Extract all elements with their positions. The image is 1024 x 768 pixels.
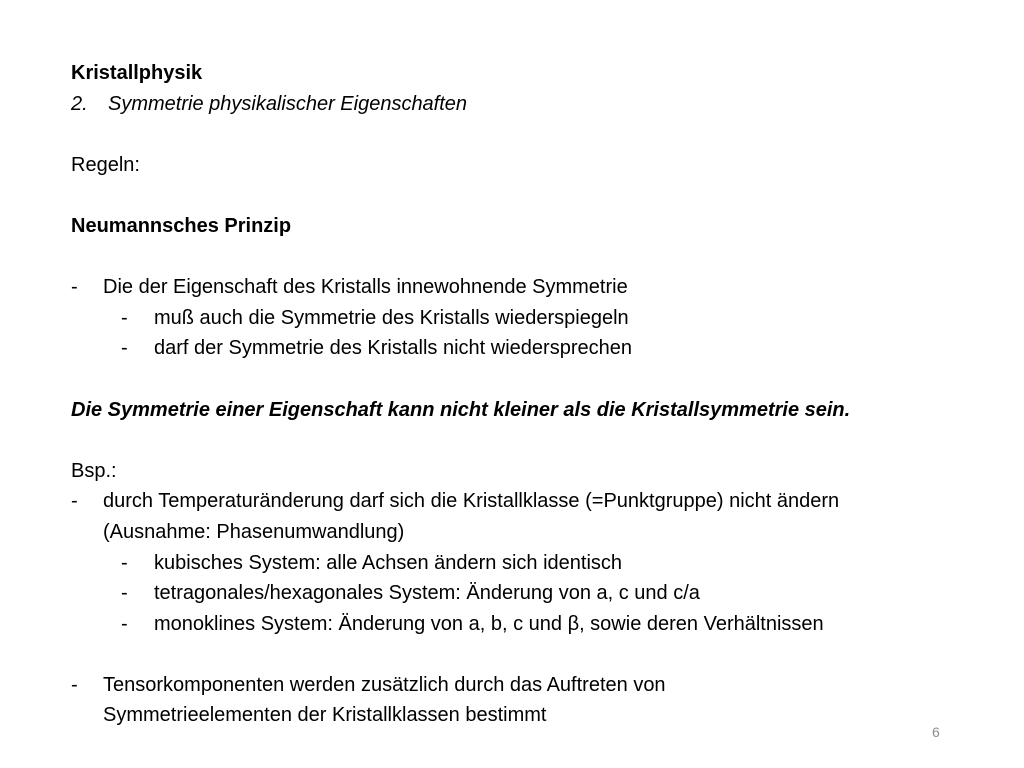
example2-item [71,670,991,701]
subtitle-number: 2. [71,92,88,115]
example1-sub-text: kubisches System: alle Achsen ändern sich identisch [154,551,623,574]
bullet-dash: - [71,276,78,299]
bullet-dash: - [121,582,128,605]
bullet-dash: - [121,612,128,635]
example1-sub-item [71,578,991,609]
example1-sub-text: monoklines System: Änderung von a, b, c und β, sowie deren Verhältnissen [154,612,824,635]
example1-sub-item [71,548,991,579]
bullet-dash: - [121,551,128,574]
bullet-dash: - [71,673,78,696]
spacer [71,242,991,273]
bullet-dash: - [71,490,78,513]
spacer [71,119,991,150]
principle-sub-text: darf der Symmetrie des Kristalls nicht wiedersprechen [154,337,632,360]
principle-heading: Neumannsches Prinzip [71,214,292,237]
bullet-dash: - [121,337,128,360]
principle-main-item [71,272,991,303]
spacer [71,364,991,395]
example1-text-line1: durch Temperaturänderung darf sich die Kristallklasse (=Punktgruppe) nicht ändern [103,490,840,513]
example2-text-line1: Tensorkomponenten werden zusätzlich durch das Auftreten von [103,673,666,696]
principle-sub-item [71,303,991,334]
principle-sub-text: muß auch die Symmetrie des Kristalls wiederspiegeln [154,306,629,329]
example-label: Bsp.: [71,459,117,482]
spacer [71,180,991,211]
example1-sub-item [71,609,991,640]
emphasis-statement: Die Symmetrie einer Eigenschaft kann nicht kleiner als die Kristallsymmetrie sein. [71,398,851,421]
slide-content [71,58,991,731]
slide-title: Kristallphysik [71,62,203,84]
spacer [71,639,991,670]
principle-sub-item [71,333,991,364]
slide-subtitle [71,89,991,120]
example2-text-line2: Symmetrieelementen der Kristallklassen bestimmt [103,704,547,727]
bullet-dash: - [121,306,128,329]
principle-main-text: Die der Eigenschaft des Kristalls innewohnende Symmetrie [103,276,628,299]
example1-text-line2: (Ausnahme: Phasenumwandlung) [103,520,405,543]
rules-label: Regeln: [71,153,140,176]
page-number: 6 [932,724,940,740]
example1-item [71,486,991,517]
spacer [71,425,991,456]
subtitle-text: Symmetrie physikalischer Eigenschaften [108,92,468,115]
example1-sub-text: tetragonales/hexagonales System: Änderung von a, c und c/a [154,582,700,605]
